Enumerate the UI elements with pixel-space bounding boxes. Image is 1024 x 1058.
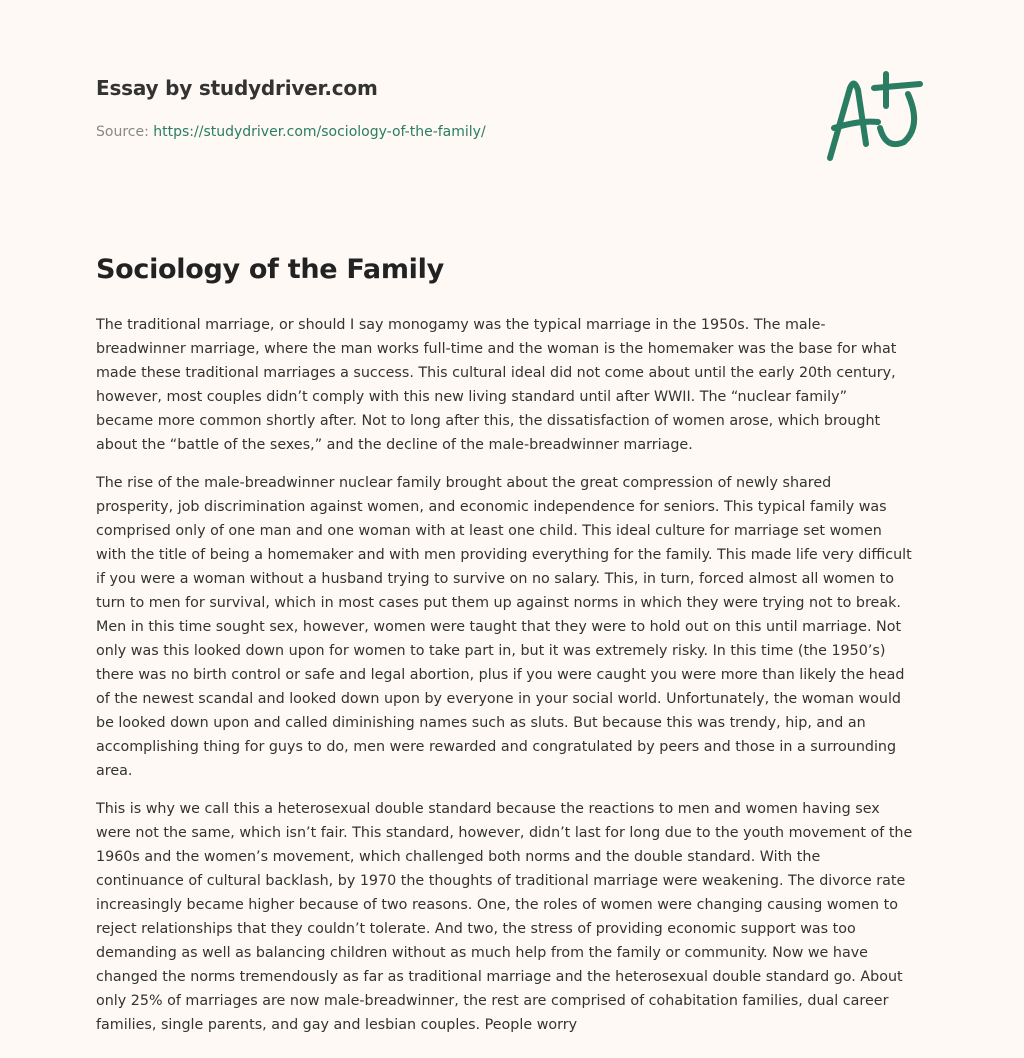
paragraph-line: comprised only of one man and one woman with at least one child. This ideal culture for marriage set women <box>96 523 882 539</box>
source-label: Source: <box>96 124 149 140</box>
essay-title: Sociology of the Family <box>96 254 444 285</box>
paragraph-line: of the newest scandal and looked down upon by everyone in your social world. Unfortunately, the woman would <box>96 691 902 707</box>
source-line <box>96 124 486 140</box>
paragraph-line: changed the norms tremendously as far as traditional marriage and the heterosexual double standard go. About <box>96 969 903 985</box>
site-label: Essay by studydriver.com <box>96 76 378 100</box>
paragraph-line: only 25% of marriages are now male-breadwinner, the rest are comprised of cohabitation families, dual career <box>96 993 889 1009</box>
paragraph-line: prosperity, job discrimination against women, and economic independence for seniors. This typical family was <box>96 499 887 515</box>
paragraph-line: there was no birth control or safe and legal abortion, plus if you were caught you were more than likely the head <box>96 667 905 683</box>
paragraph-line: accomplishing thing for guys to do, men were rewarded and congratulated by peers and those in a surrounding <box>96 739 897 755</box>
essay-paragraph <box>96 471 936 783</box>
paragraph-line: reject relationships that they couldn’t tolerate. And two, the stress of providing economic support was too <box>96 921 856 937</box>
essay-paragraph <box>96 797 936 1037</box>
paragraph-line: with the title of being a homemaker and with men providing everything for the family. This made life very difficult <box>96 547 912 563</box>
paragraph-line: The traditional marriage, or should I say monogamy was the typical marriage in the 1950s. The male- <box>96 317 826 333</box>
paragraph-line: Men in this time sought sex, however, women were taught that they were to hold out on this until marriage. Not <box>96 619 902 635</box>
paragraph-line: This is why we call this a heterosexual double standard because the reactions to men and women having sex <box>96 801 880 817</box>
source-link[interactable]: https://studydriver.com/sociology-of-the-family/ <box>153 124 486 140</box>
paragraph-line: however, most couples didn’t comply with this new living standard until after WWII. The “nuclear family” <box>96 389 847 405</box>
paragraph-line: if you were a woman without a husband trying to survive on no salary. This, in turn, forced almost all women to <box>96 571 894 587</box>
paragraph-line: breadwinner marriage, where the man works full-time and the woman is the homemaker was the base for what <box>96 341 897 357</box>
paragraph-line: increasingly became higher because of two reasons. One, the roles of women were changing causing women to <box>96 897 899 913</box>
paragraph-line: The rise of the male-breadwinner nuclear family brought about the great compression of newly shared <box>96 475 832 491</box>
paragraph-line: demanding as well as balancing children without as much help from the family or community. Now we have <box>96 945 868 961</box>
paragraph-line: about the “battle of the sexes,” and the decline of the male-breadwinner marriage. <box>96 437 693 453</box>
paragraph-line: became more common shortly after. Not to long after this, the dissatisfaction of women arose, which brought <box>96 413 881 429</box>
paragraph-line: be looked down upon and called diminishing names such as sluts. But because this was trendy, hip, and an <box>96 715 866 731</box>
paragraph-line: continuance of cultural backlash, by 1970 the thoughts of traditional marriage were weakening. The divorce rate <box>96 873 906 889</box>
paragraph-line: made these traditional marriages a success. This cultural ideal did not come about until the early 20th century, <box>96 365 896 381</box>
paragraph-line: area. <box>96 763 133 779</box>
essay-paragraph <box>96 313 936 457</box>
paragraph-line: 1960s and the women’s movement, which challenged both norms and the double standard. With the <box>96 849 821 865</box>
paragraph-line: families, single parents, and gay and lesbian couples. People worry <box>96 1017 578 1033</box>
paragraph-line: were not the same, which isn’t fair. This standard, however, didn’t last for long due to the youth movement of the <box>96 825 913 841</box>
paragraph-line: turn to men for survival, which in most cases put them up against norms in which they were trying not to break. <box>96 595 901 611</box>
a-plus-logo <box>820 66 930 166</box>
paragraph-line: only was this looked down upon for women to take part in, but it was extremely risky. In this time (the 1950’s) <box>96 643 886 659</box>
essay-body <box>96 313 936 1051</box>
